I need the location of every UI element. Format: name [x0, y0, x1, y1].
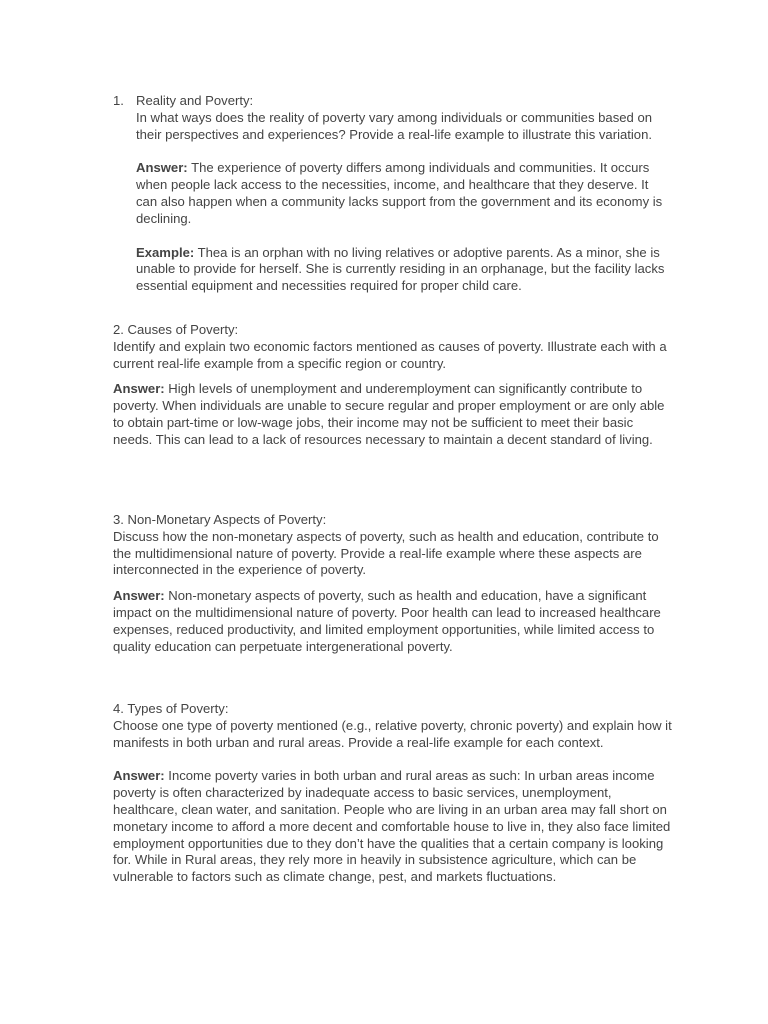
example-label: Example:: [136, 244, 195, 260]
answer-label: Answer:: [113, 768, 165, 784]
question-3-title: 3. Non-Monetary Aspects of Poverty:: [113, 512, 327, 527]
question-1-number: 1.: [113, 93, 124, 108]
question-3-section: [113, 512, 673, 655]
question-1-example-text: Thea is an orphan with no living relatives or adoptive parents. As a minor, she is unable to provide for herself. She is currently residing in an orphanage, but the facility lacks essential equipment and necessities required for proper child care.: [136, 244, 665, 294]
question-4-answer-text: Income poverty varies in both urban and rural areas as such: In urban areas income poverty is often characterized by inadequate access to basic services, unemployment, healthcare, clean water, and sanitation. People who are living in an urban area may fall short on monetary income to afford a more decent and comfortable house to live in, they also face limited employment opportunities due to they don’t have the qualities that a certain company is looking for. While in Rural areas, they rely more in heavily in subsistence agriculture, which can be vulnerable to factors such as climate change, pest, and markets fluctuations.: [113, 768, 671, 885]
question-2-text: Identify and explain two economic factors mentioned as causes of poverty. Illustrate each with a current real-life example from a specific region or country.: [113, 338, 667, 371]
question-4-section: [113, 701, 673, 886]
answer-label: Answer:: [113, 588, 165, 604]
question-4-answer: [113, 768, 673, 886]
question-4-title: 4. Types of Poverty:: [113, 701, 229, 716]
question-1-answer-text: The experience of poverty differs among individuals and communities. It occurs when people lack access to the necessities, income, and healthcare that they deserve. It can also happen when a community lacks support from the government and its economy is declining.: [136, 160, 663, 226]
question-3-answer-text: Non-monetary aspects of poverty, such as health and education, have a significant impact on the multidimensional nature of poverty. Poor health can lead to increased healthcare expenses, reduced productivity, and limited employment opportunities, while limited access to quality education can perpetuate intergenerational poverty.: [113, 588, 661, 654]
question-1-section: [113, 93, 673, 295]
question-1-example: [136, 245, 673, 295]
question-1-answer: [136, 160, 673, 227]
answer-label: Answer:: [113, 381, 165, 397]
question-2-answer-text: High levels of unemployment and underemployment can significantly contribute to poverty. When individuals are unable to secure regular and proper employment or are only able to obtain part-time or low-wage jobs, their income may not be sufficient to meet their basic needs. This can lead to a lack of resources necessary to maintain a decent standard of living.: [113, 381, 665, 447]
question-1-text: In what ways does the reality of poverty vary among individuals or communities based on their perspectives and experiences? Provide a real-life example to illustrate this variation.: [136, 109, 653, 142]
question-3-answer: [113, 588, 673, 655]
question-2-title: 2. Causes of Poverty:: [113, 322, 239, 337]
question-2-answer: [113, 381, 673, 448]
answer-label: Answer:: [136, 160, 188, 176]
question-3-text: Discuss how the non-monetary aspects of poverty, such as health and education, contribute to the multidimensional nature of poverty. Provide a real-life example where these aspects are interconnected in the experience of poverty.: [113, 528, 659, 578]
question-1-title: Reality and Poverty:: [136, 93, 254, 108]
question-1-body: [136, 93, 673, 295]
question-1-row: [113, 93, 673, 295]
question-2-section: [113, 322, 673, 449]
question-4-text: Choose one type of poverty mentioned (e.g., relative poverty, chronic poverty) and explain how it manifests in both urban and rural areas. Provide a real-life example for each context.: [113, 717, 672, 750]
